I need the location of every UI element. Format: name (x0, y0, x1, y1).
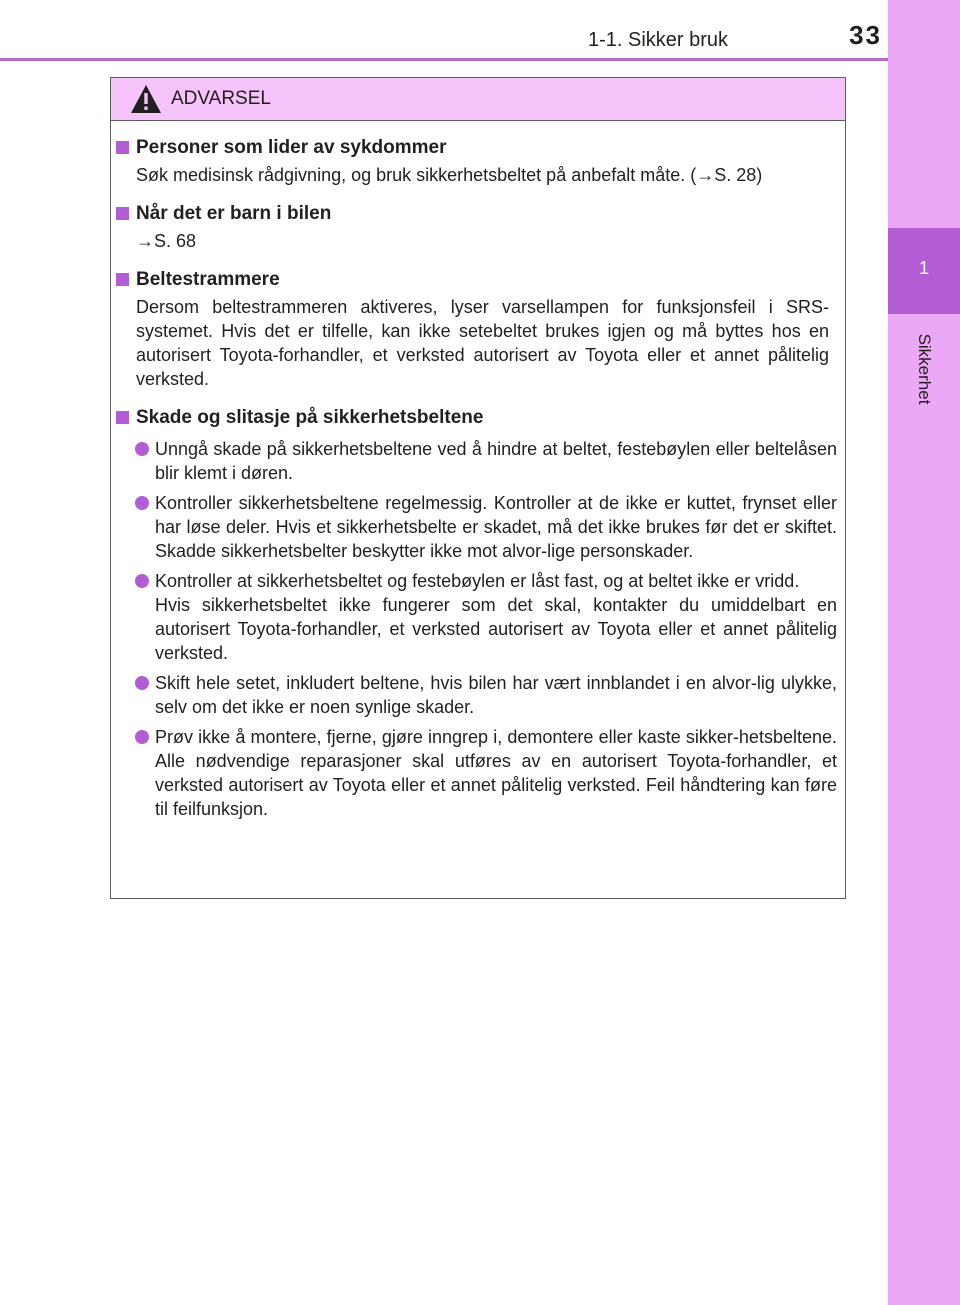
section-text: Søk medisinsk rådgivning, og bruk sikkerhetsbeltet på anbefalt måte. (→S. 28) (136, 165, 763, 185)
square-bullet-icon (116, 141, 129, 154)
list-item: Skift hele setet, inkludert beltene, hvis bilen har vært innblandet i en alvor-lig ulykke, selv om det ikke er noen synlige skader. (111, 671, 845, 719)
list-item: Kontroller at sikkerhetsbeltet og festebøylen er låst fast, og at beltet ikke er vridd. Hvis sikkerhetsbeltet ikke fungerer som det skal, kontakter du umiddelbart en autorisert Toyota-forhandler, et verksted autorisert av Toyota eller et annet pålitelig verksted. (111, 569, 845, 665)
list-item: Prøv ikke å montere, fjerne, gjøre inngrep i, demontere eller kaste sikker-hetsbeltene. Alle nødvendige reparasjoner skal utføres av en autorisert Toyota-forhandler, et verksted autorisert av Toyota eller et annet pålitelig verksted. Feil håndtering kan føre til feilfunksjon. (111, 725, 845, 821)
round-bullet-icon (135, 442, 149, 456)
section-heading: Beltestrammere (111, 267, 845, 293)
section-heading: Når det er barn i bilen (111, 201, 845, 227)
warning-box (110, 77, 846, 899)
square-bullet-icon (116, 207, 129, 220)
chapter-number: 1 (918, 258, 929, 278)
warning-content (111, 121, 845, 821)
page-reference-link[interactable]: →S. 68 (136, 231, 197, 251)
list-item: Kontroller sikkerhetsbeltene regelmessig. Kontroller at de ikke er kuttet, frynset eller har løse deler. Hvis et sikkerhetsbelte er skadet, må det ikke brukes før det er skiftet. Skadde sikkerhetsbelter beskytter ikke mot alvor-lige personskader. (111, 491, 845, 563)
warning-title: ADVARSEL (171, 88, 271, 109)
warning-header (111, 78, 845, 121)
section-pretensioners (111, 267, 845, 391)
section-heading: Skade og slitasje på sikkerhetsbeltene (111, 405, 845, 431)
round-bullet-icon (135, 676, 149, 690)
section-children (111, 201, 845, 253)
page-number: 33 (849, 20, 882, 50)
round-bullet-icon (135, 496, 149, 510)
side-tab (888, 0, 960, 1305)
round-bullet-icon (135, 574, 149, 588)
header-rule (0, 58, 888, 61)
square-bullet-icon (116, 411, 129, 424)
section-title: 1-1. Sikker bruk (588, 29, 729, 51)
chapter-label: Sikkerhet (915, 333, 934, 405)
section-illness (111, 135, 845, 187)
round-bullet-icon (135, 730, 149, 744)
section-heading: Personer som lider av sykdommer (111, 135, 845, 161)
square-bullet-icon (116, 273, 129, 286)
section-text: Dersom beltestrammeren aktiveres, lyser varsellampen for funksjonsfeil i SRS-systemet. Hvis det er tilfelle, kan ikke setebeltet brukes igjen og må byttes hos en autorisert Toyota-forhandler, et verksted autorisert av Toyota eller et annet pålitelig verksted. (136, 297, 829, 389)
warning-triangle-icon (130, 84, 162, 114)
list-item: Unngå skade på sikkerhetsbeltene ved å hindre at beltet, festebøylen eller beltelåsen blir klemt i døren. (111, 437, 845, 485)
section-belt-damage (111, 405, 845, 821)
